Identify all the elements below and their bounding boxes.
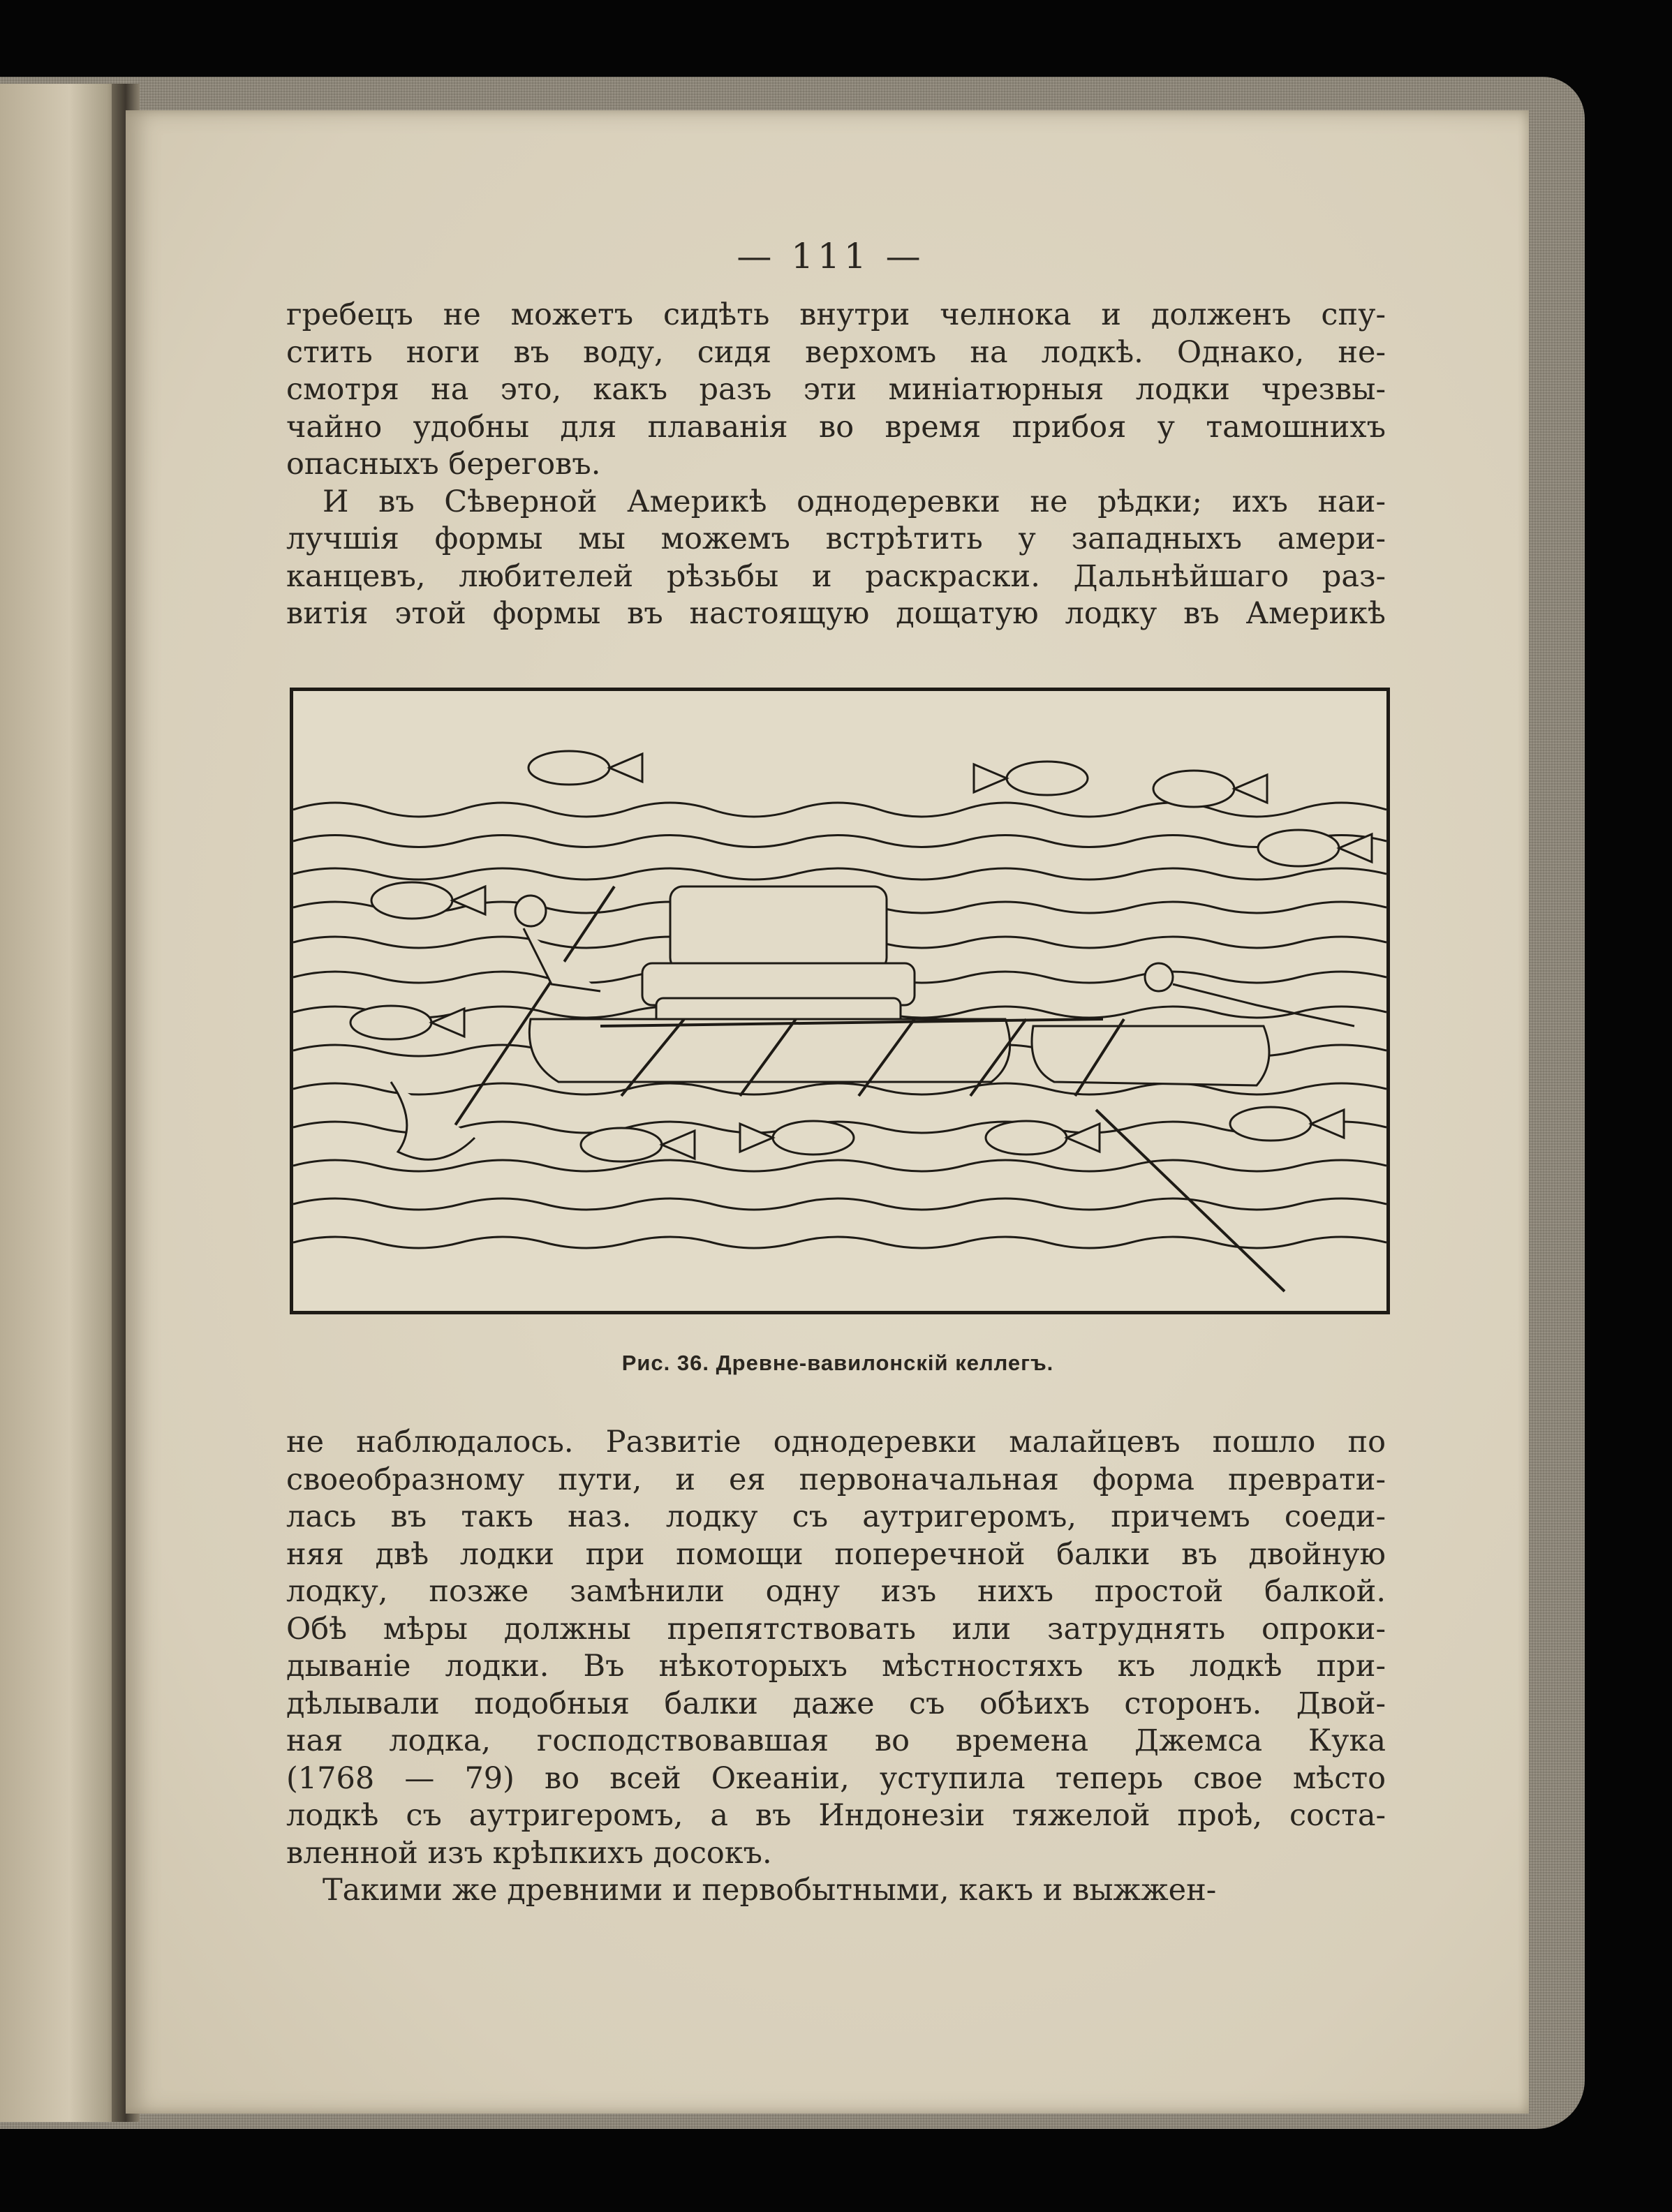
text-line: дываніе лодки. Въ нѣкоторыхъ мѣстностяхъ къ лодкѣ при- (286, 1649, 1386, 1684)
text-line: стить ноги въ воду, сидя верхомъ на лодкѣ. Однако, не- (286, 334, 1386, 370)
text-line: смотря на это, какъ разъ эти миніатюрныя лодки чрезвы- (286, 372, 1386, 407)
inflated-skins (529, 1019, 1269, 1085)
paragraph-bottom (286, 1424, 1386, 1910)
text-line: своеобразному пути, и ея первоначальная форма преврати- (286, 1462, 1386, 1497)
text-line: дѣлывали подобныя балки даже съ обѣихъ сторонъ. Двой- (286, 1686, 1386, 1721)
text-line: не наблюдалось. Развитіе однодеревки малайцевъ пошло по (286, 1425, 1386, 1460)
text-line: чайно удобны для плаванія во время прибоя у тамошнихъ (286, 409, 1386, 445)
text-line: гребецъ не можетъ сидѣть внутри челнока и долженъ спу- (286, 297, 1386, 332)
text-line: лась въ такъ наз. лодку съ аутригеромъ, причемъ соеди- (286, 1499, 1386, 1534)
text-line: ная лодка, господствовавшая во времена Джемса Кука (286, 1723, 1386, 1758)
left-page-edge (0, 84, 126, 2122)
text-line: лодкѣ съ аутригеромъ, а въ Индонезіи тяжелой проѣ, соста- (286, 1798, 1386, 1833)
paragraph-top (286, 297, 1386, 633)
figure-caption: Рис. 36. Древне-вавилонскій келлегъ. (621, 1351, 1054, 1375)
text-line: Обѣ мѣры должны препятствовать или затруднять опроки- (286, 1611, 1386, 1647)
text-line: няя двѣ лодки при помощи поперечной балки въ двойную (286, 1536, 1386, 1572)
text-line: канцевъ, любителей рѣзьбы и раскраски. Дальнѣйшаго раз- (286, 558, 1386, 594)
text-line: И въ Сѣверной Америкѣ однодеревки не рѣдки; ихъ наи- (323, 484, 1386, 519)
page-number: — 111 — (737, 236, 925, 276)
illustration-raft-svg (293, 691, 1386, 1311)
text-line: лучшія формы мы можемъ встрѣтить у западныхъ амери- (286, 521, 1386, 556)
text-line: вленной изъ крѣпкихъ досокъ. (286, 1835, 772, 1871)
text-line: витія этой формы въ настоящую дощатую лодку въ Америкѣ (286, 596, 1386, 631)
text-line: лодку, позже замѣнили одну изъ нихъ простой балкой. (286, 1574, 1386, 1609)
text-line: опасныхъ береговъ. (286, 447, 601, 482)
raft-cargo (642, 886, 915, 1026)
text-line: Такими же древними и первобытными, какъ и выжжен- (323, 1873, 1217, 1908)
figure-babylonian-raft (290, 688, 1390, 1314)
text-line: (1768 — 79) во всей Океаніи, уступила теперь свое мѣсто (286, 1760, 1386, 1796)
